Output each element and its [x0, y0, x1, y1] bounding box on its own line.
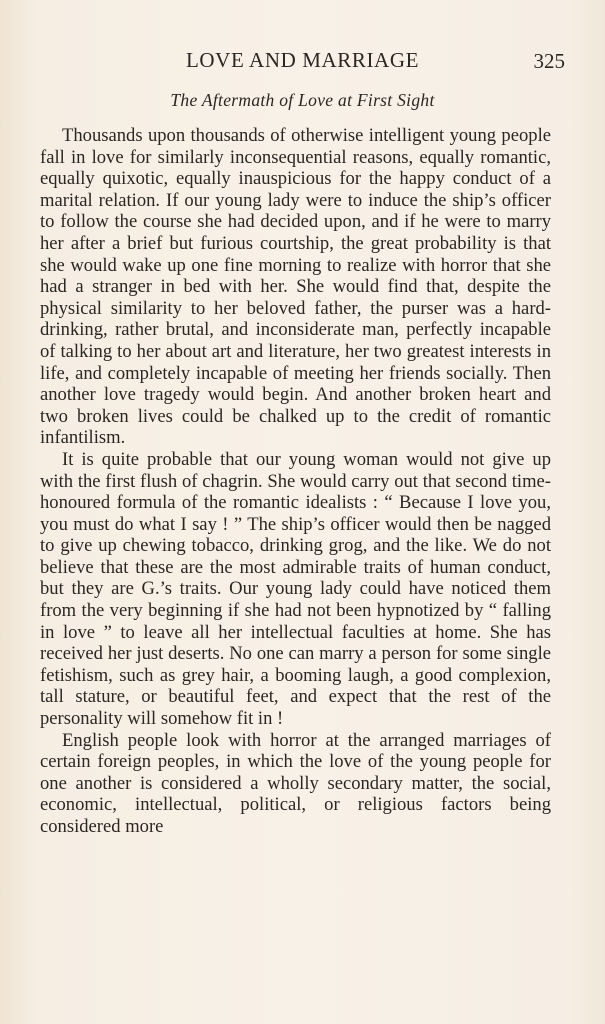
page-number: 325	[533, 49, 565, 73]
running-head	[40, 48, 565, 78]
paragraph: English people look with horror at the arranged marriages of certain foreign peoples, in which the love of the young people for one another is considered a wholly secondary matter, the social, economic, intellectual, political, or religious factors being considered more	[40, 729, 551, 837]
paragraph: It is quite probable that our young woman would not give up with the first flush of chagrin. She would carry out that second time-honoured formula of the romantic idealists : “ Because I love you, you must do what I say ! ” The ship’s officer would then be nagged to give up chewing tobacco, drinking grog, and the like. We do not believe that these are the most admirable traits of human conduct, but they are G.’s traits. Our young lady could have noticed them from the very beginning if she had not been hypnotized by “ falling in love ” to leave all her intellectual faculties at home. She has received her just deserts. No one can marry a person for some single fetishism, such as grey hair, a booming laugh, a good complexion, tall stature, or beautiful feet, and expect that the rest of the personality will somehow fit in !	[40, 448, 551, 730]
running-title: LOVE AND MARRIAGE	[185, 48, 420, 72]
body-text	[40, 125, 551, 838]
section-heading: The Aftermath of Love at First Sight	[170, 90, 435, 110]
paragraph: Thousands upon thousands of otherwise intelligent young people fall in love for similarly inconsequential reasons, equally romantic, equally quixotic, equally inauspicious for the happy conduct of a marital relation. If our young lady were to induce the ship’s officer to follow the course she had decided upon, and if he were to marry her after a brief but furious courtship, the great probability is that she would wake up one fine morning to realize with horror that she had a stranger in bed with her. She would find that, despite the physical similarity to her beloved father, the purser was a hard-drinking, rather brutal, and inconsiderate man, perfectly incapable of talking to her about art and literature, her two greatest interests in life, and completely incapable of meeting her friends socially. Then another love tragedy would begin. And another broken heart and two broken lives could be chalked up to the credit of romantic infantilism.	[40, 125, 551, 449]
